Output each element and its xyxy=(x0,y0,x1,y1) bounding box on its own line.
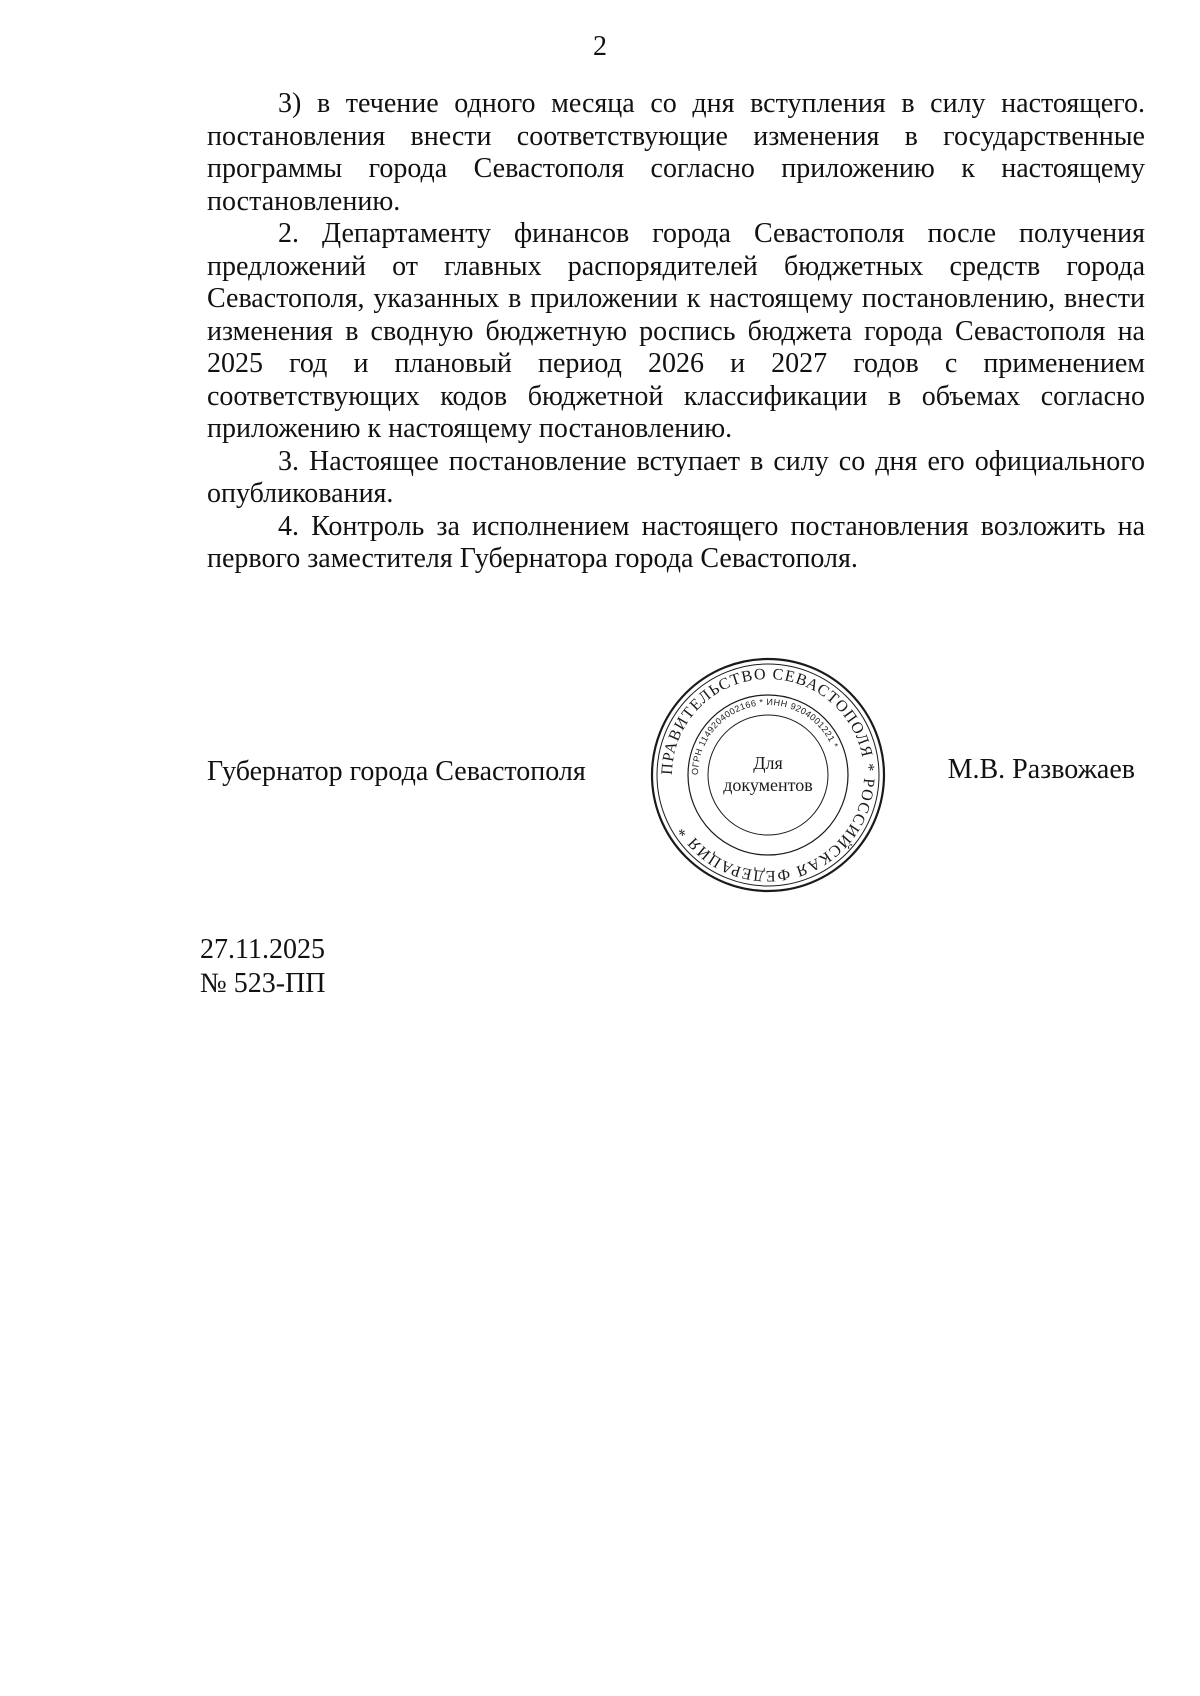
signatory-position: Губернатор города Севастополя xyxy=(207,756,586,787)
paragraph-2: 2. Департаменту финансов города Севастополя после получения предложений от главных распорядителей бюджетных средств города Севастополя, указанных в приложении к настоящему постановлению, внести изменения в сводную бюджетную роспись бюджета города Севастополя на 2025 год и плановый период 2026 и 2027 годов с применением соответствующих кодов бюджетной классификации в объемах согласно приложению к настоящему постановлению. xyxy=(207,218,1145,444)
document-meta xyxy=(200,933,325,1001)
document-number: № 523-ПП xyxy=(200,968,326,999)
seal-inner-text: ОГРН 1149204002166 * ИНН 9204001221 * xyxy=(689,696,841,776)
seal-center-line-1: Для xyxy=(753,753,783,773)
signatory-name: М.В. Развожаев xyxy=(947,754,1135,785)
official-seal xyxy=(648,655,888,895)
seal-outer-text: ПРАВИТЕЛЬСТВО СЕВАСТОПОЛЯ * РОССИЙСКАЯ ФЕДЕРАЦИЯ * xyxy=(658,665,878,885)
document-date: 27.11.2025 xyxy=(200,934,325,965)
seal-center-line-2: документов xyxy=(723,775,813,795)
paragraph-4: 4. Контроль за исполнением настоящего постановления возложить на первого заместителя Губернатора города Севастополя. xyxy=(207,510,1145,574)
paragraph-item-3: 3) в течение одного месяца со дня вступления в силу настоящего. постановления внести соответствующие изменения в государственные программы города Севастополя согласно приложению к настоящему постановлению. xyxy=(207,88,1145,217)
signature-block xyxy=(0,655,1200,895)
page-number: 2 xyxy=(593,31,607,62)
paragraph-3: 3. Настоящее постановление вступает в силу со дня его официального опубликования. xyxy=(207,445,1145,509)
document-body xyxy=(207,88,1145,576)
